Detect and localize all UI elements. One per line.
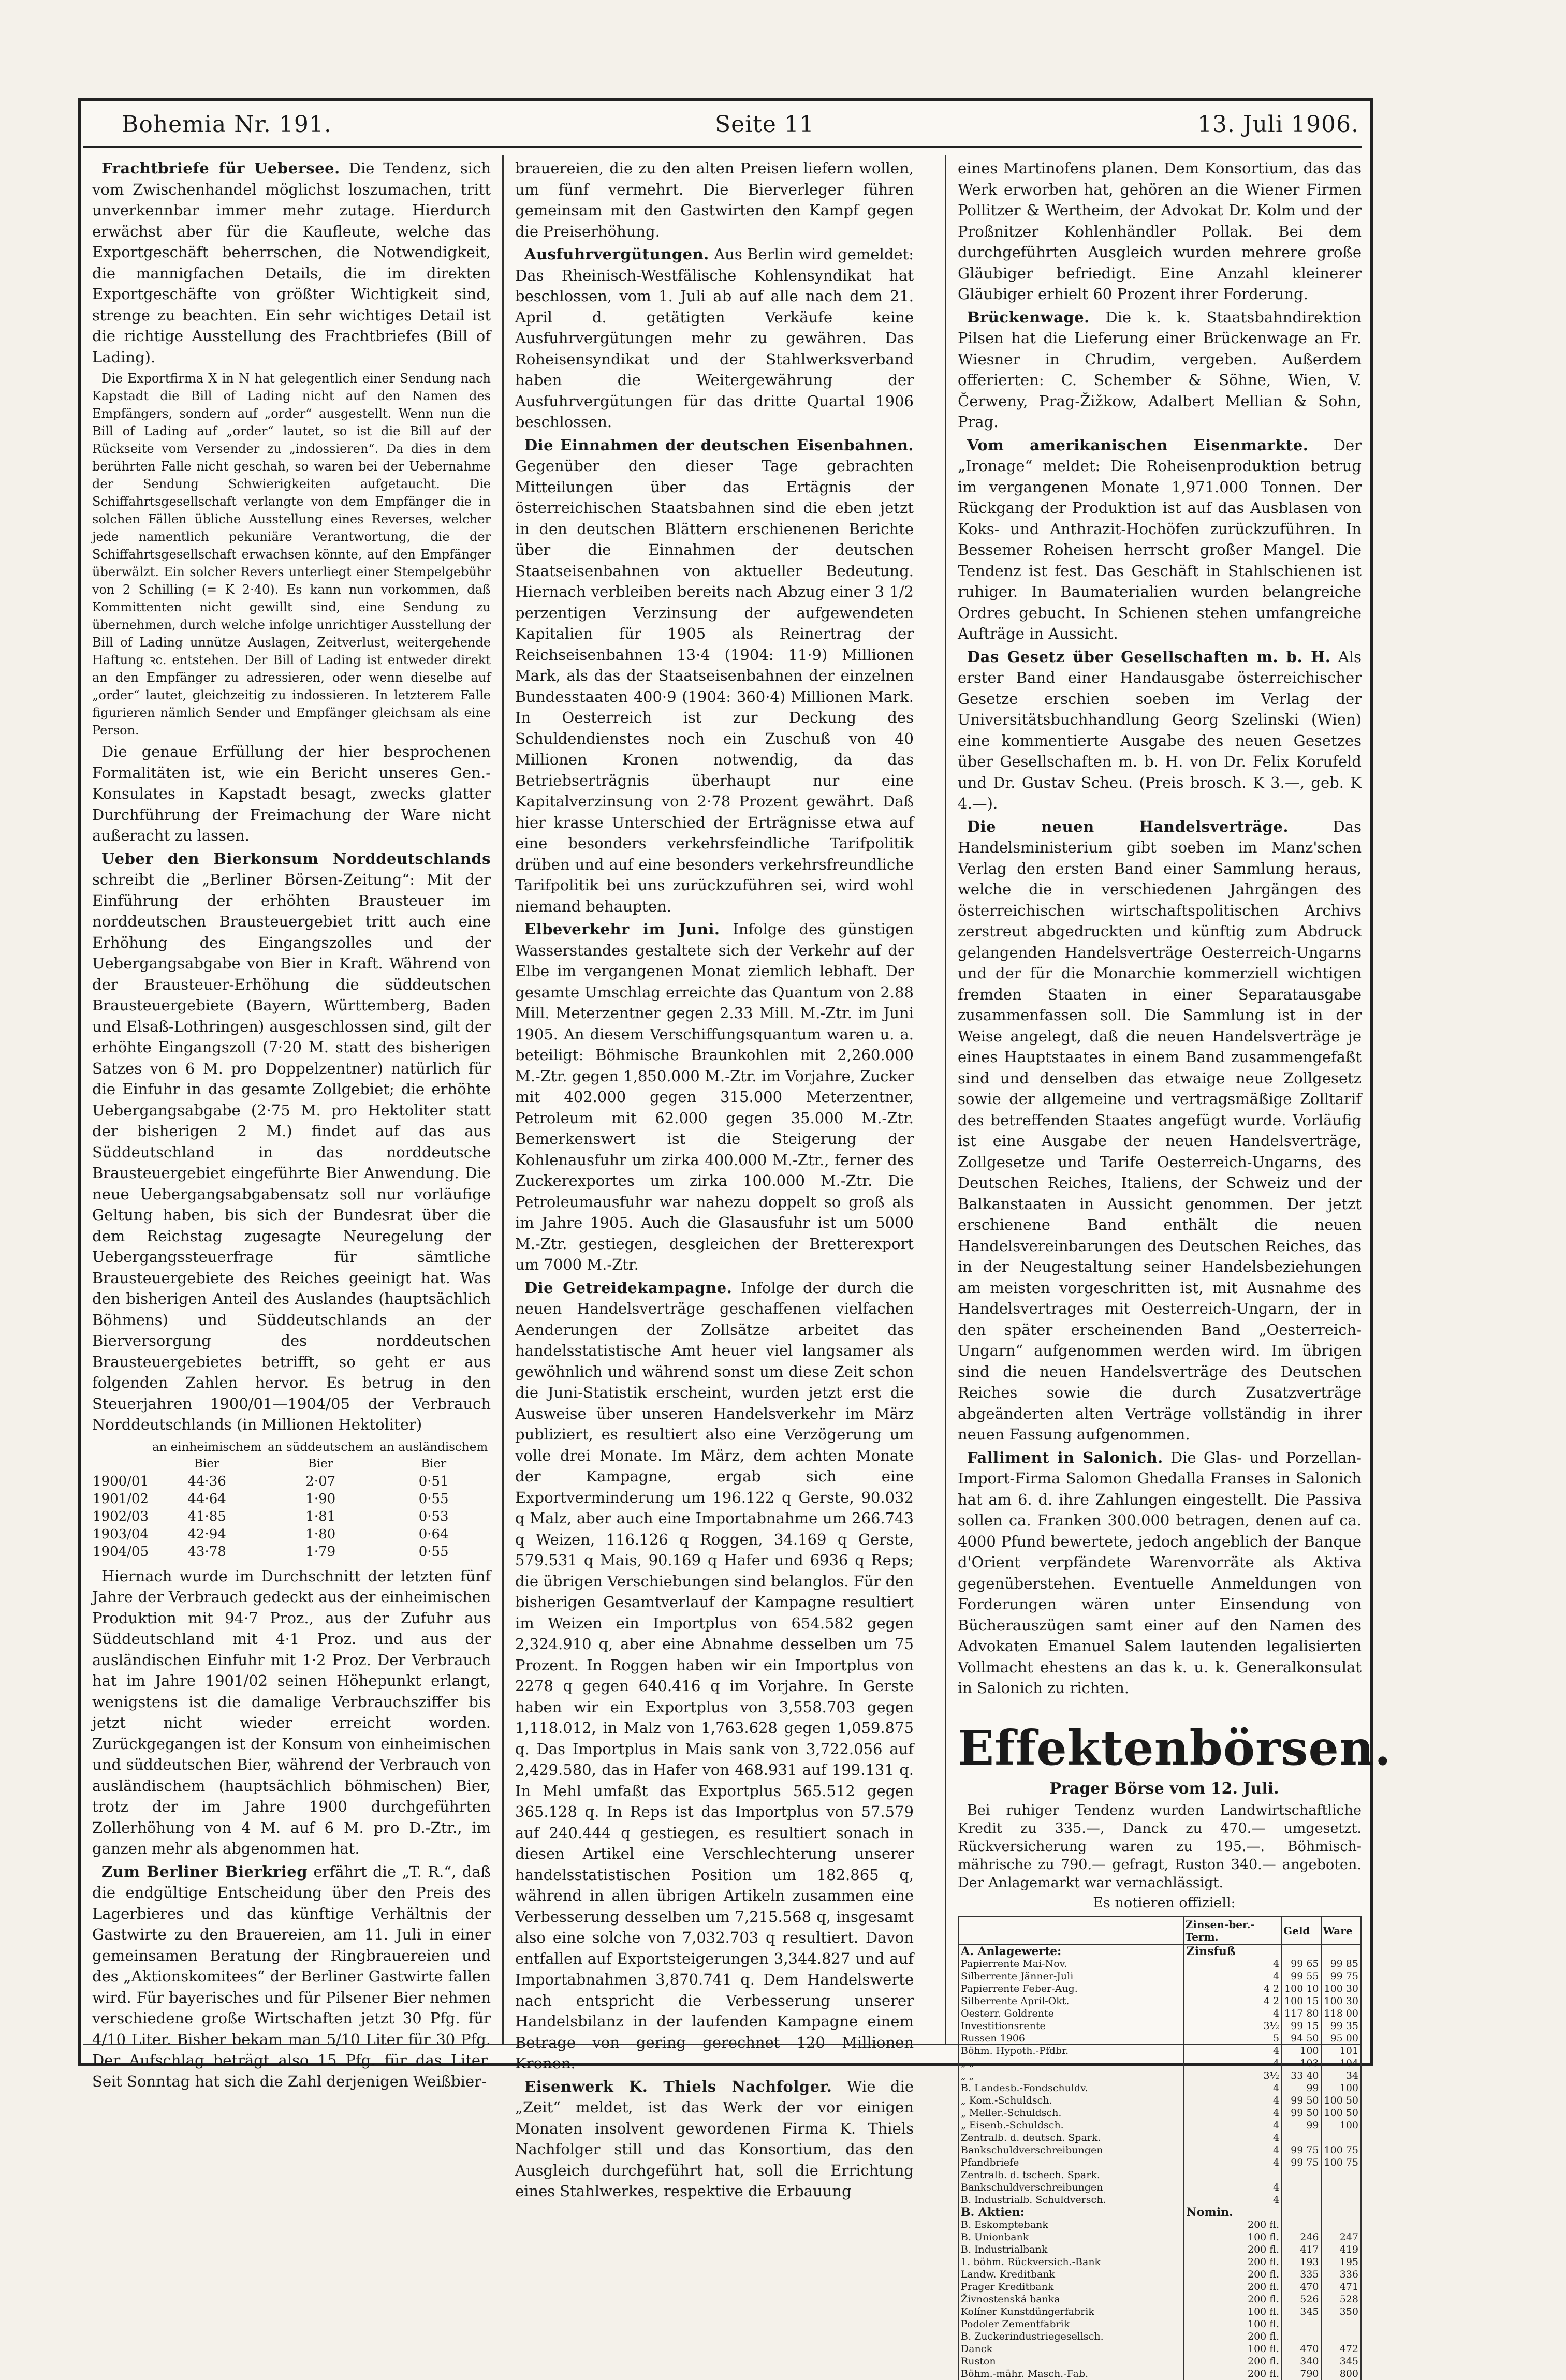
article-paragraph (92, 848, 491, 1435)
security-name: „ „ (958, 2069, 1184, 2082)
security-name: Ruston (958, 2355, 1184, 2368)
security-name: 1. böhm. Rückversich.-Bank (958, 2256, 1184, 2268)
security-name: Živnostenská banka (958, 2293, 1184, 2305)
article-paragraph (92, 1861, 491, 2092)
stock-row (958, 2057, 1361, 2069)
quote-value: 528 (1322, 2293, 1361, 2305)
quote-value: 100 fl. (1184, 2231, 1282, 2243)
stock-table-header: Zinsen-ber.-Term. (1184, 1917, 1282, 1945)
quote-value: 95 00 (1322, 2032, 1361, 2045)
beer-table-header: an einheimischem Bier (152, 1440, 262, 1471)
quote-value: 200 fl. (1184, 2243, 1282, 2256)
quote-value (1322, 2318, 1361, 2330)
stock-group-row (958, 1945, 1361, 1958)
security-name: Silberrente Jänner-Juli (958, 1970, 1184, 1982)
security-name: Böhm. Hypoth.-Pfdbr. (958, 2045, 1184, 2057)
quote-value: 103 (1282, 2057, 1321, 2069)
quote-value: 100 10 (1282, 1982, 1321, 1995)
quote-value: 419 (1322, 2243, 1361, 2256)
quote-value: 345 (1282, 2305, 1321, 2318)
stock-row (958, 2318, 1361, 2330)
quote-value: 34 (1322, 2069, 1361, 2082)
article-headline: Die Getreidekampagne. (524, 1279, 733, 1297)
quote-value: 3½ (1184, 2020, 1282, 2032)
quote-value: 200 fl. (1184, 2219, 1282, 2231)
quote-value: 101 (1322, 2045, 1361, 2057)
article-paragraph (958, 647, 1362, 814)
quote-value: 4 2 (1184, 1995, 1282, 2007)
security-name: Podoler Zementfabrik (958, 2318, 1184, 2330)
table-cell: 44·64 (187, 1491, 226, 1507)
security-name: Papierrente Feber-Aug. (958, 1982, 1184, 1995)
quote-value: 99 85 (1322, 1958, 1361, 1970)
header-rule (83, 146, 1362, 148)
quote-value: 470 (1282, 2281, 1321, 2293)
column-1-articles-continued (92, 1566, 491, 2092)
article-text: Der „Ironage“ meldet: Die Roheisenproduktion betrug im vergangenen Monate 1,971.000 Tonnen. Der Rückgang der Produktion ist auf das Ausblasen von Koks- und Anthrazit-Hochöfen zurückzuführen. In Bessemer Roheisen herrscht großer Mangel. Die Tendenz ist fest. Das Geschäft in Stahlschienen ist ruhiger. In Baumaterialien wurden belangreiche Ordres gebucht. In Schienen stehen umfangreiche Aufträge in Aussicht. (958, 436, 1362, 642)
quote-value: 100 fl. (1184, 2305, 1282, 2318)
article-text: Wie die „Zeit“ meldet, ist das Werk der vor einigen Monaten insolvent gewordenen Firma K. Thiels Nachfolger still und das Konsortium, das den Ausgleich durchgeführt hat, soll die Errichtung eines Stahlwerkes, respektive die Erbauung (515, 2077, 914, 2200)
quote-value (1322, 2330, 1361, 2343)
stock-row (958, 2094, 1361, 2107)
quote-value: 33 40 (1282, 2069, 1321, 2082)
quote-value: 200 fl. (1184, 2330, 1282, 2343)
quote-value: 100 50 (1322, 2094, 1361, 2107)
article-text: Infolge des günstigen Wasserstandes gestaltete sich der Verkehr auf der Elbe im vergangenen Monat ziemlich lebhaft. Der gesamte Umschlag erreichte das Quantum von 2.88 Mill. Meterzentner gegen 2.33 Mill. M.-Ztr. im Juni 1905. An diesem Verschiffungsquantum waren u. a. beteiligt: Böhmische Braunkohlen mit 2,260.000 M.-Ztr. gegen 1,850.000 M.-Ztr. im Vorjahre, Zucker mit 402.000 gegen 315.000 Meterzentner, Petroleum mit 62.000 gegen 35.000 M.-Ztr. Bemerkenswert ist die Steigerung der Kohlenausfuhr um zirka 400.000 M.-Ztr., ferner des Zuckerexportes um zirka 100.000 M.-Ztr. Die Petroleumausfuhr war nahezu doppelt so groß als im Jahre 1905. Auch die Glasausfuhr ist um 5000 M.-Ztr. gestiegen, desgleichen der Bretterexport um 7000 M.-Ztr. (515, 920, 914, 1273)
quote-value: 195 (1322, 2256, 1361, 2268)
quote-value: 200 fl. (1184, 2355, 1282, 2368)
security-name: Russen 1906 (958, 2032, 1184, 2045)
quote-value: 340 (1282, 2355, 1321, 2368)
table-cell: 1·90 (305, 1491, 336, 1507)
footer-rule (83, 2044, 1362, 2045)
quote-value: 4 (1184, 2181, 1282, 2194)
quote-value (1282, 2318, 1321, 2330)
quote-value: 104 (1322, 2057, 1361, 2069)
article-headline: Ausfuhrvergütungen. (524, 245, 709, 263)
security-name: Danck (958, 2343, 1184, 2355)
quote-value: 4 (1184, 2194, 1282, 2206)
quote-value (1322, 2169, 1361, 2181)
stock-row (958, 2032, 1361, 2045)
security-name: „ „ (958, 2057, 1184, 2069)
article-text: Die Glas- und Porzellan-Import-Firma Salomon Ghedalla Franses in Salonich hat am 6. d. ihre Zahlungen eingestellt. Die Passiva sollen ca. Franken 300.000 betragen, denen auf ca. 4000 Pfund bewertete, jedoch angeblich der Banque d'Orient verpfändete Warenvorräte als Aktiva gegenüberstehen. Eventuelle Anmeldungen von Forderungen wären unter Einsendung von Bücherauszügen samt einer auf den Namen des Advokaten Emanuel Salem lautenden legalisierten Vollmacht ehestens an das k. u. k. Generalkonsulat in Salonich zu richten. (958, 1448, 1362, 1697)
stock-row (958, 2082, 1361, 2094)
stock-row (958, 2069, 1361, 2082)
quote-value: 345 (1322, 2355, 1361, 2368)
table-cell: 0·55 (418, 1491, 449, 1507)
quote-value: 470 (1282, 2343, 1321, 2355)
quote-value (1322, 2219, 1361, 2231)
table-row (92, 1525, 491, 1543)
quote-value: 117 80 (1282, 2007, 1321, 2020)
column-1 (92, 158, 491, 2090)
beer-consumption-table (92, 1438, 491, 1561)
stock-row (958, 2107, 1361, 2119)
article-paragraph (958, 158, 1362, 305)
article-paragraph (515, 919, 914, 1275)
quote-value: 350 (1322, 2305, 1361, 2318)
stock-row (958, 2119, 1361, 2132)
security-name: Kolíner Kunstdüngerfabrik (958, 2305, 1184, 2318)
article-headline: Die neuen Handelsverträge. (967, 817, 1289, 835)
table-cell: 1901/02 (93, 1491, 149, 1507)
security-name: Bankschuldverschreibungen (958, 2144, 1184, 2156)
security-name: B. Landesb.-Fondschuldv. (958, 2082, 1184, 2094)
table-row (92, 1543, 491, 1561)
security-name: Oesterr. Goldrente (958, 2007, 1184, 2020)
article-paragraph (515, 158, 914, 242)
quote-value: 99 75 (1282, 2156, 1321, 2169)
stock-table-header: Ware (1322, 1917, 1361, 1945)
stock-exchange-note: Es notieren offiziell: (1093, 1895, 1236, 1911)
article-headline: Ueber den Bierkonsum Norddeutschlands (101, 849, 491, 868)
stock-row (958, 2330, 1361, 2343)
security-name: Bankschuldverschreibungen (958, 2181, 1184, 2194)
security-name: Papierrente Mai-Nov. (958, 1958, 1184, 1970)
quote-value: 99 35 (1322, 2020, 1361, 2032)
stock-row (958, 2256, 1361, 2268)
quote-value: 3½ (1184, 2069, 1282, 2082)
quote-value: 100 15 (1282, 1995, 1321, 2007)
table-cell: 0·51 (418, 1473, 449, 1489)
article-paragraph (92, 370, 491, 739)
quote-value: 247 (1322, 2231, 1361, 2243)
quote-value: 335 (1282, 2268, 1321, 2281)
stock-exchange-subtitle: Prager Börse vom 12. Juli. (1049, 1779, 1279, 1798)
stock-group-extra: Nomin. (1184, 2206, 1282, 2219)
article-headline: Vom amerikanischen Eisenmarkte. (967, 436, 1309, 454)
quote-value: 472 (1322, 2343, 1361, 2355)
security-name: „ Eisenb.-Schuldsch. (958, 2119, 1184, 2132)
stock-row (958, 2293, 1361, 2305)
quote-value: 99 65 (1282, 1958, 1321, 1970)
table-cell: 1·80 (305, 1526, 336, 1542)
article-paragraph (958, 307, 1362, 433)
article-headline: Das Gesetz über Gesellschaften m. b. H. (967, 648, 1331, 666)
article-headline: Die Einnahmen der deutschen Eisenbahnen. (524, 436, 914, 454)
stock-row (958, 2343, 1361, 2355)
security-name: Böhm.-mähr. Masch.-Fab. (958, 2368, 1184, 2380)
security-name: Investitionsrente (958, 2020, 1184, 2032)
article-headline: Zum Berliner Bierkrieg (101, 1862, 308, 1881)
quote-value: 246 (1282, 2231, 1321, 2243)
quote-value: 200 fl. (1184, 2281, 1282, 2293)
table-cell: 1904/05 (93, 1544, 149, 1560)
quote-value: 99 (1282, 2082, 1321, 2094)
stock-row (958, 2268, 1361, 2281)
article-text: erfährt die „T. R.“, daß die endgültige Entscheidung über den Preis des Lagerbieres und das künftige Verhältnis der Gastwirte zu den Brauereien, am 11. Juli in einer gemeinsamen Beratung der Ringbrauereien und des „Aktionskomitees“ der Berliner Gastwirte fallen wird. Für bayerisches und für Pilsener Bier nehmen verschiedene große Wirtschaften jetzt 30 Pfg. für 4/10 Liter. Bisher bekam man 5/10 Liter für 30 Pfg. Der Aufschlag beträgt also 15 Pfg. für das Liter. Seit Sonntag hat sich die Zahl derjenigen Weißbier- (92, 1862, 491, 2090)
quote-value: 94 50 (1282, 2032, 1321, 2045)
quote-value: 100 30 (1322, 1982, 1361, 1995)
stock-group-extra: Zinsfuß (1184, 1945, 1282, 1958)
column-rule (502, 155, 504, 2045)
quote-value (1322, 2194, 1361, 2206)
stock-row (958, 2355, 1361, 2368)
quote-value: 200 fl. (1184, 2293, 1282, 2305)
article-text: Die Exportfirma X in N hat gelegentlich einer Sendung nach Kapstadt die Bill of Lading nicht auf den Namen des Empfängers, sondern auf „order“ ausgestellt. Wenn nun die Bill of Lading auf „order“ lautet, so ist die Bill auf der Rückseite vom Versender zu „indossieren“. Da dies in dem berührten Falle nicht geschah, so waren bei der Uebernahme der Sendung Schwierigkeiten aufgetaucht. Die Schiffahrtsgesellschaft verlangte von dem Empfänger die in solchen Fällen übliche Ausstellung eines Reverses, welcher jede namentlich pekuniäre Verantwortung, die der Schiffahrtsgesellschaft erwachsen könnte, auf den Empfänger überwälzt. Ein solcher Revers unterliegt einer Stempelgebühr von 2 Schilling (= K 2·40). Es kann nun vorkommen, daß Kommittenten nicht gewillt sind, eine Sendung zu übernehmen, durch welche infolge unrichtiger Ausstellung der Bill of Lading unnütze Auslagen, Zeitverlust, weitergehende Haftung ꝛc. entstehen. Der Bill of Lading ist entweder direkt an den Empfänger zu adressieren, oder wenn dieselbe auf „order“ lautet, gleichzeitig zu indossieren. In letzterem Falle figurieren nämlich Sender und Empfänger gleichsam als eine Person. (92, 371, 491, 738)
security-name: B. Eskomptebank (958, 2219, 1184, 2231)
quote-value: 99 75 (1322, 1970, 1361, 1982)
stock-row (958, 2231, 1361, 2243)
security-name: Pfandbriefe (958, 2156, 1184, 2169)
column-2-articles (515, 158, 914, 2202)
quote-value (1282, 2330, 1321, 2343)
article-text: Gegenüber den dieser Tage gebrachten Mitteilungen über das Ertägnis der österreichischen Staatsbahnen sind die eben jetzt in den deutschen Blättern erschienenen Berichte über die Einnahmen der deutschen Staatseisenbahnen von aktueller Bedeutung. Hiernach verbleiben bereits nach Abzug einer 3 1/2 perzentigen Verzinsung der aufgewendeten Kapitalien für 1905 als Reinertrag der Reichseisenbahnen 13·4 (1904: 11·9) Millionen Mark, als das der Staatseisenbahnen der einzelnen Bundesstaaten 400·9 (1904: 360·4) Millionen Mark. In Oesterreich ist zur Deckung des Schuldendienstes noch ein Zuschuß von 40 Millionen Kronen notwendig, da das Betriebserträgnis überhaupt nur eine Kapitalverzinsung von 2·78 Prozent gewährt. Daß hier krasse Unterschied der Erträgnisse etwa auf eine besonders verkehrsfeindliche Tarifpolitik drüben und auf eine besonders verkehrsfreundliche Tarifpolitik bei uns zurückzuführen sei, wird wohl niemand behaupten. (515, 457, 914, 915)
quote-value (1184, 2169, 1282, 2181)
column-rule (945, 155, 946, 2045)
article-paragraph (515, 1277, 914, 2074)
table-cell: 42·94 (187, 1526, 226, 1542)
stock-row (958, 1982, 1361, 1995)
stock-row (958, 2281, 1361, 2293)
stock-quote-table (958, 1916, 1362, 2380)
quote-value: 4 (1184, 2132, 1282, 2144)
quote-value: 4 (1184, 2156, 1282, 2169)
quote-value: 99 55 (1282, 1970, 1321, 1982)
stock-group-label: A. Anlagewerte: (958, 1945, 1184, 1958)
quote-value (1282, 2194, 1321, 2206)
quote-value: 99 75 (1282, 2144, 1321, 2156)
table-cell: 0·53 (418, 1508, 449, 1524)
stock-row (958, 2243, 1361, 2256)
security-name: Silberrente April-Okt. (958, 1995, 1184, 2007)
column-3 (958, 158, 1392, 2379)
quote-value: 5 (1184, 2032, 1282, 2045)
stock-exchange-title: Effektenbörsen. (958, 1720, 1392, 1776)
quote-value: 100 fl. (1184, 2343, 1282, 2355)
table-row (92, 1508, 491, 1525)
article-paragraph (92, 1566, 491, 1859)
table-cell: 44·36 (187, 1473, 226, 1489)
article-text: schreibt die „Berliner Börsen-Zeitung“: Mit der Einführung der erhöhten Brausteuer im norddeutschen Brausteuergebiet tritt auch eine Erhöhung des Eingangszolles und der Uebergangsabgabe von Bier in Kraft. Während von der Brausteuer-Erhöhung die süddeutschen Brausteuergebiete (Bayern, Württemberg, Baden und Elsaß-Lothringen) ausgeschlossen sind, gilt der erhöhte Eingangszoll (7·20 M. statt des bisherigen Satzes von 6 M. pro Doppelzentner) natürlich für die Einfuhr in das gesamte Zollgebiet; die erhöhte Uebergangsabgabe (2·75 M. pro Hektoliter statt der bisherigen 2 M.) findet auf das aus Süddeutschland in das norddeutsche Brausteuergebiet eingeführte Bier Anwendung. Die neue Uebergangsabgabensatz soll nur vorläufige Geltung haben, bis sich der Bundesrat über die dem Reichstag zugesagte Neuregelung der Uebergangssteuerfrage für sämtliche Brausteuergebiete des Reiches geeinigt hat. Was den bisherigen Anteil des Auslandes (hauptsächlich Böhmens) und Süddeutschlands an der Bierversorgung des norddeutschen Brausteuergebietes betrifft, so geht er aus folgenden Zahlen hervor. Es betrug in den Steuerjahren 1900/01—1904/05 der Verbrauch Norddeutschlands (in Millionen Hektoliter) (92, 871, 491, 1433)
stock-row (958, 1995, 1361, 2007)
quote-value: 4 (1184, 1958, 1282, 1970)
article-text: Als erster Band einer Handausgabe österreichischer Gesetze erschien soeben im Verlag der Universitätsbuchhandlung Georg Szelinski (Wien) eine kommentierte Ausgabe des neuen Gesetzes über Gesellschaften m. b. H. von Dr. Felix Korufeld und Dr. Gustav Scheu. (Preis brosch. K 3.—, geb. K 4.—). (958, 648, 1362, 812)
quote-value (1322, 2181, 1361, 2194)
quote-value: 4 (1184, 2057, 1282, 2069)
beer-table-header: an süddeutschem Bier (267, 1440, 374, 1471)
stock-row (958, 2368, 1361, 2380)
security-name: „ Kom.-Schuldsch. (958, 2094, 1184, 2107)
article-paragraph (958, 816, 1362, 1445)
quote-value (1282, 2169, 1321, 2181)
beer-table-header: an ausländischem Bier (379, 1440, 488, 1471)
table-cell: 1903/04 (93, 1526, 149, 1542)
table-cell: 1·79 (305, 1544, 336, 1560)
article-paragraph (515, 2076, 914, 2202)
quote-value: 100 30 (1322, 1995, 1361, 2007)
quote-value: 99 (1282, 2119, 1321, 2132)
article-text: brauereien, die zu den alten Preisen liefern wollen, um fünf vermehrt. Die Bierverleger führen gemeinsam mit den Gastwirten den Kampf gegen die Preiserhöhung. (515, 159, 914, 240)
quote-value: 4 (1184, 2107, 1282, 2119)
quote-value: 4 (1184, 2094, 1282, 2107)
article-paragraph (958, 435, 1362, 644)
header-center: Seite 11 (714, 111, 814, 138)
table-cell: 1900/01 (93, 1473, 149, 1489)
quote-value: 193 (1282, 2256, 1321, 2268)
security-name: B. Zuckerindustriegesellsch. (958, 2330, 1184, 2343)
quote-value: 200 fl. (1184, 2268, 1282, 2281)
quote-value: 526 (1282, 2293, 1321, 2305)
article-headline: Falliment in Salonich. (967, 1448, 1163, 1466)
quote-value: 4 (1184, 2007, 1282, 2020)
security-name: Zentralb. d. deutsch. Spark. (958, 2132, 1184, 2144)
quote-value (1282, 2132, 1321, 2144)
quote-value: 4 (1184, 2045, 1282, 2057)
stock-row (958, 2045, 1361, 2057)
stock-row (958, 1970, 1361, 1982)
article-paragraph (515, 244, 914, 433)
article-paragraph (515, 435, 914, 917)
article-headline: Eisenwerk K. Thiels Nachfolger. (524, 2077, 832, 2095)
security-name: Zentralb. d. tschech. Spark. (958, 2169, 1184, 2181)
stock-row (958, 2132, 1361, 2144)
quote-value: 800 (1322, 2368, 1361, 2380)
stock-row (958, 2305, 1361, 2318)
stock-row (958, 1958, 1361, 1970)
stock-row (958, 2144, 1361, 2156)
quote-value: 4 (1184, 1970, 1282, 1982)
stock-row (958, 2169, 1361, 2181)
stock-group-row (958, 2206, 1361, 2219)
table-cell: 1902/03 (93, 1508, 149, 1524)
column-3-articles (958, 158, 1362, 1699)
article-text: Infolge der durch die neuen Handelsverträge geschaffenen vielfachen Aenderungen der Zollsätze arbeitet das handelsstatistische Amt heuer viel langsamer als gewöhnlich und während sonst um diese Zeit schon die Juni-Statistik erscheint, wurden jetzt erst die Ausweise über unseren Handelsverkehr im März publiziert, es resultiert also eine Verzögerung um volle drei Monate. Im März, dem achten Monate der Kampagne, ergab sich eine Exportverminderung um 196.122 q Gerste, 90.032 q Malz, aber auch eine Importabnahme um 266.743 q Weizen, 116.126 q Roggen, 34.169 q Gerste, 579.531 q Mais, 90.169 q Hafer und 6936 q Reps; die übrigen Verschiebungen sind belanglos. Für den bisherigen Gesamtverlauf der Kampagne resultiert im Weizen ein Importplus von 654.582 gegen 2,324.910 q, aber eine Abnahme desselben um 75 Prozent. In Roggen haben wir ein Importplus von 2278 q gegen 640.416 q im Vorjahre. In Gerste haben wir ein Exportplus von 3,558.703 gegen 1,118.012, in Malz von 1,763.628 gegen 1,059.875 q. Das Importplus in Mais sank von 3,722.056 auf 2,429.580, das in Hafer von 468.931 auf 199.131 q. In Mehl umfaßt das Exportplus 565.512 gegen 365.128 q. In Reps ist das Importplus von 57.579 auf 240.444 q gestiegen, es resultiert sonach in diesen Artikel eine Verschlechterung unserer handelsstatistischen Position um 182.865 q, während in allen übrigen Artikeln zusammen eine Verbesserung desselben um 7,215.568 q, insgesamt also eine solche von 7,032.703 q resultiert. Davon entfallen auf Exportsteigerungen 3,344.827 und auf Importabnahmen 3,870.741 q. Dem Handelswerte nach entspricht die Verbesserung unserer Handelsbilanz in der laufenden Kampagne einem Betrage von gering gerechnet 120 Millionen Kronen. (515, 1279, 914, 2072)
table-row (92, 1490, 491, 1508)
stock-row (958, 2156, 1361, 2169)
quote-value: 200 fl. (1184, 2256, 1282, 2268)
table-cell: 1·81 (305, 1508, 336, 1524)
quote-value: 99 50 (1282, 2094, 1321, 2107)
quote-value: 100 50 (1322, 2107, 1361, 2119)
quote-value (1322, 2132, 1361, 2144)
quote-value: 4 (1184, 2144, 1282, 2156)
stock-group-label: B. Aktien: (958, 2206, 1184, 2219)
article-paragraph (92, 158, 491, 368)
security-name: B. Unionbank (958, 2231, 1184, 2243)
table-row (92, 1473, 491, 1490)
table-cell: 43·78 (187, 1544, 226, 1560)
quote-value: 336 (1322, 2268, 1361, 2281)
quote-value: 4 2 (1184, 1982, 1282, 1995)
article-paragraph (958, 1447, 1362, 1699)
article-text: Die k. k. Staatsbahndirektion Pilsen hat die Lieferung einer Brückenwage an Fr. Wiesner in Chrudim, vergeben. Außerdem offerierten: C. Schember & Söhne, Wien, V. Čerweny, Prag-Žižkow, Adalbert Mellian & Sohn, Prag. (958, 308, 1362, 431)
stock-exchange-report: Bei ruhiger Tendenz wurden Landwirtschaftliche Kredit zu 335.—, Danck zu 470.— umgesetzt. Rückversicherung waren zu 195.—. Böhmisch-mährische zu 790.— gefragt, Ruston 340.— angeboten. Der Anlagemarkt war vernachlässigt. (958, 1802, 1362, 1891)
column-2 (515, 158, 914, 2200)
table-cell: 0·55 (418, 1544, 449, 1560)
security-name: B. Industrialbank (958, 2243, 1184, 2256)
security-name: B. Industrialb. Schuldversch. (958, 2194, 1184, 2206)
quote-value: 99 50 (1282, 2107, 1321, 2119)
quote-value: 4 (1184, 2119, 1282, 2132)
quote-value: 200 fl. (1184, 2368, 1282, 2380)
quote-value: 417 (1282, 2243, 1321, 2256)
quote-value (1282, 2181, 1321, 2194)
stock-row (958, 2007, 1361, 2020)
stock-row (958, 2194, 1361, 2206)
quote-value: 100 fl. (1184, 2318, 1282, 2330)
stock-table-header: Geld (1282, 1917, 1321, 1945)
table-cell: 2·07 (305, 1473, 336, 1489)
article-paragraph (92, 741, 491, 846)
security-name: Prager Kreditbank (958, 2281, 1184, 2293)
quote-value (1282, 2219, 1321, 2231)
article-text: eines Martinofens planen. Dem Konsortium, das das Werk erworben hat, gehören an die Wiener Firmen Pollitzer & Wertheim, der Advokat Dr. Kolm und der Proßnitzer Kohlenhändler Pollak. Bei dem durchgeführten Ausgleich wurden mehrere große Gläubiger befriedigt. Eine Anzahl kleinerer Gläubiger erhielt 60 Prozent ihrer Forderung. (958, 159, 1362, 303)
security-name: „ Meller.-Schuldsch. (958, 2107, 1184, 2119)
header-left: Bohemia Nr. 191. (122, 111, 332, 138)
quote-value: 99 15 (1282, 2020, 1321, 2032)
article-text: Hiernach wurde im Durchschnitt der letzten fünf Jahre der Verbrauch gedeckt aus der einheimischen Produktion mit 94·7 Proz., aus der Zufuhr aus Süddeutschland mit 4·1 Proz. und aus der ausländischen Einfuhr mit 1·2 Proz. Der Verbrauch hat im Jahre 1901/02 seinen Höhepunkt erlangt, wenigstens ist die damalige Verbrauchsziffer bis jetzt nicht wieder erreicht worden. Zurückgegangen ist der Konsum von einheimischen und süddeutschen Bier, während der Verbrauch von ausländischem (hauptsächlich böhmischen) Bier, trotz der im Jahre 1900 durchgeführten Zollerhöhung von 4 M. auf 6 M. pro D.-Ztr., im ganzen mehr als abgenommen hat. (92, 1567, 491, 1857)
article-headline: Elbeverkehr im Juni. (524, 920, 720, 938)
column-1-articles (92, 158, 491, 1435)
table-cell: 0·64 (418, 1526, 449, 1542)
quote-value: 471 (1322, 2281, 1361, 2293)
article-text: Die Tendenz, sich vom Zwischenhandel möglichst loszumachen, tritt unverkennbar immer mehr zutage. Hierdurch erwächst aber für die Kaufleute, welche das Exportgeschäft beherrschen, die Notwendigkeit, die mannigfachen Details, die im direkten Exportgeschäfte von größter Wichtigkeit sind, strenge zu beachten. Ein sehr wichtiges Detail ist die richtige Ausstellung des Frachtbriefes (Bill of Lading). (92, 159, 491, 366)
quote-value: 4 (1184, 2082, 1282, 2094)
stock-row (958, 2219, 1361, 2231)
quote-value: 100 (1322, 2082, 1361, 2094)
quote-value: 100 (1322, 2119, 1361, 2132)
quote-value: 100 75 (1322, 2156, 1361, 2169)
stock-row (958, 2181, 1361, 2194)
article-headline: Frachtbriefe für Uebersee. (101, 159, 340, 177)
header-right: 13. Juli 1906. (1197, 111, 1359, 138)
quote-value: 100 (1282, 2045, 1321, 2057)
article-text: Die genaue Erfüllung der hier besprochenen Formalitäten ist, wie ein Bericht unseres Gen.-Konsulates in Kapstadt besagt, zwecks glatter Durchführung der Freimachung der Ware nicht außeracht zu lassen. (92, 743, 491, 844)
stock-row (958, 2020, 1361, 2032)
article-text: Das Handelsministerium gibt soeben im Manz'schen Verlag den ersten Band einer Sammlung heraus, welche die in verschiedenen Jahrgängen des österreichischen wirtschaftspolitischen Archivs zerstreut abgedruckten und künftig zum Abdruck gelangenden Handelsverträge Oesterreich-Ungarns und der für die Monarchie kommerziell wichtigen fremden Staaten in einer Separatausgabe zusammenfassen soll. Die Sammlung ist in der Weise angelegt, daß die neuen Handelsverträge je eines Hauptstaates in einem Band zusammengefaßt sind und denselben das etwaige neue Zollgesetz sowie der allgemeine und vertragsmäßige Zolltarif des betreffenden Staates angefügt wurde. Vorläufig ist eine Ausgabe der neuen Handelsverträge, Zollgesetze und Tarife Oesterreich-Ungarns, des Deutschen Reiches, Italiens, der Schweiz und der Balkanstaaten in Aussicht genommen. Der jetzt erschienene Band enthält die neuen Handelsvereinbarungen des Deutschen Reiches, das in der Neugestaltung seiner Handelsbeziehungen am meisten vorgeschritten ist, mit Ausnahme des Handelsvertrages mit Oesterreich-Ungarn, der in den später erscheinenden Band „Oesterreich-Ungarn“ aufgenommen werden wird. Im übrigen sind die neuen Handelsverträge des Deutschen Reiches sowie die durch Zusatzverträge abgeänderten alten Verträge vollständig in ihrer neuen Fassung aufgenommen. (958, 817, 1362, 1443)
quote-value: 100 75 (1322, 2144, 1361, 2156)
quote-value: 790 (1282, 2368, 1321, 2380)
quote-value: 118 00 (1322, 2007, 1361, 2020)
article-headline: Brückenwage. (967, 308, 1090, 326)
running-head (122, 111, 1359, 142)
security-name: Landw. Kreditbank (958, 2268, 1184, 2281)
beer-table-header (92, 1438, 149, 1473)
article-text: Aus Berlin wird gemeldet: Das Rheinisch-Westfälische Kohlensyndikat hat beschlossen, vom 1. Juli ab auf alle nach dem 21. April d. getätigten Verkäufe keine Ausfuhrvergütungen mehr zu gewähren. Das Roheisensyndikat und der Stahlwerksverband haben die Weitergewährung der Ausfuhrvergütungen für das dritte Quartal 1906 beschlossen. (515, 245, 914, 431)
stock-table-header (958, 1917, 1184, 1945)
table-cell: 41·85 (187, 1508, 226, 1524)
